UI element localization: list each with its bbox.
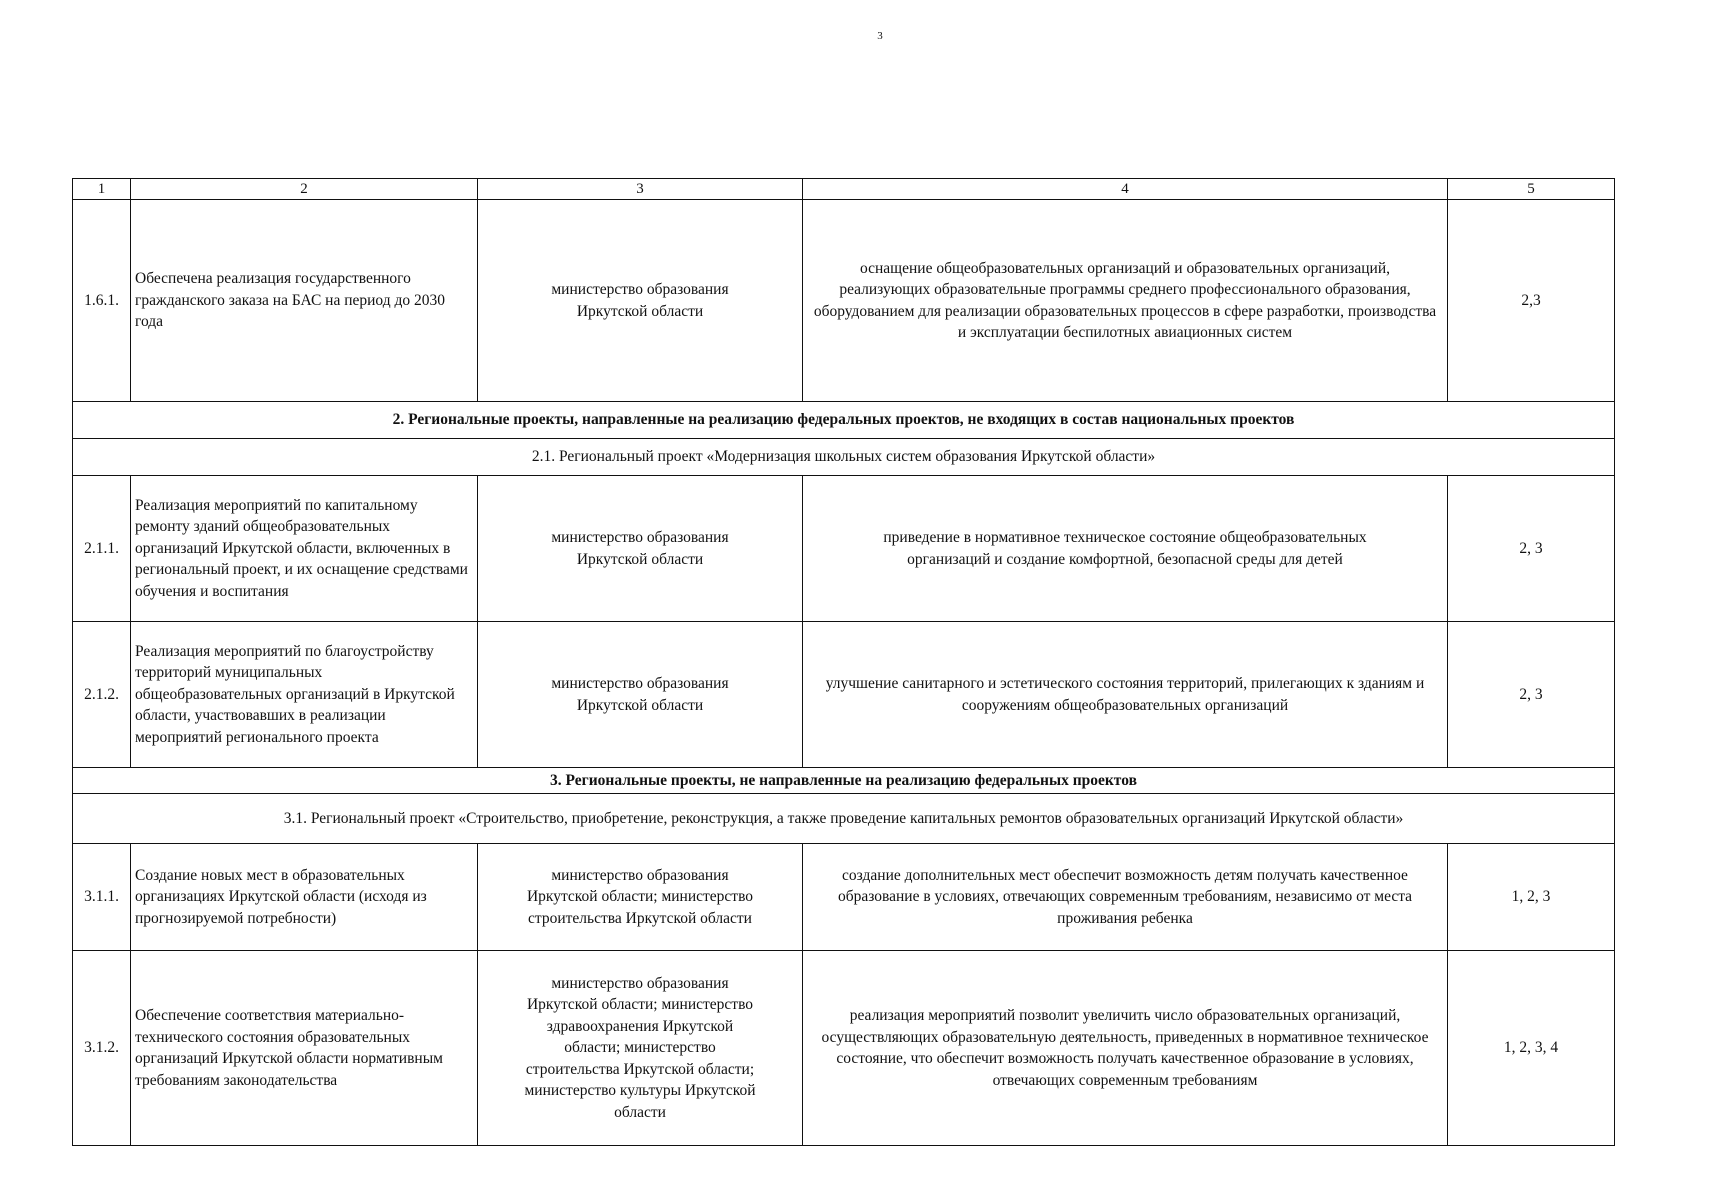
column-header: 1 (73, 179, 131, 200)
table-header-row (73, 179, 1615, 200)
page-number: 3 (877, 30, 883, 42)
row-result: Обеспечена реализация государственного гражданского заказа на БАС на период до 2030 года (131, 200, 478, 402)
table-row (73, 844, 1615, 951)
row-links: 2,3 (1448, 200, 1615, 402)
subsection-heading: 2.1. Региональный проект «Модернизация школьных систем образования Иркутской области» (73, 439, 1615, 476)
row-number: 3.1.1. (73, 844, 131, 951)
row-effect: оснащение общеобразовательных организаций и образовательных организаций, реализующих образовательные программы среднего профессионального образования, оборудованием для реализации образовательных процессов в сфере разработки, производства и эксплуатации беспилотных авиационных систем (803, 200, 1448, 402)
section-heading: 3. Региональные проекты, не направленные на реализацию федеральных проектов (73, 768, 1615, 794)
row-responsible: министерство образования Иркутской области (478, 476, 803, 622)
row-links: 2, 3 (1448, 622, 1615, 768)
section-row (73, 402, 1615, 439)
row-result: Реализация мероприятий по капитальному ремонту зданий общеобразовательных организаций Иркутской области, включенных в региональный проект, и их оснащение средствами обучения и воспитания (131, 476, 478, 622)
column-header: 4 (803, 179, 1448, 200)
row-links: 1, 2, 3, 4 (1448, 951, 1615, 1146)
row-responsible: министерство образования Иркутской области (478, 200, 803, 402)
row-effect: улучшение санитарного и эстетического состояния территорий, прилегающих к зданиям и сооружениям общеобразовательных организаций (803, 622, 1448, 768)
row-number: 3.1.2. (73, 951, 131, 1146)
row-number: 2.1.2. (73, 622, 131, 768)
column-header: 3 (478, 179, 803, 200)
row-effect: создание дополнительных мест обеспечит возможность детям получать качественное образование в условиях, отвечающих современным требованиям, независимо от места проживания ребенка (803, 844, 1448, 951)
row-number: 1.6.1. (73, 200, 131, 402)
row-effect: реализация мероприятий позволит увеличить число образовательных организаций, осуществляющих образовательную деятельность, приведенных в нормативное техническое состояние, что обеспечит возможность получать качественное образование в условиях, отвечающих современным требованиям (803, 951, 1448, 1146)
table-row (73, 951, 1615, 1146)
subsection-row (73, 794, 1615, 844)
row-result: Создание новых мест в образовательных организациях Иркутской области (исходя из прогнозируемой потребности) (131, 844, 478, 951)
table-row (73, 476, 1615, 622)
table-row (73, 200, 1615, 402)
row-links: 1, 2, 3 (1448, 844, 1615, 951)
row-responsible: министерство образования Иркутской области (478, 622, 803, 768)
row-links: 2, 3 (1448, 476, 1615, 622)
table-row (73, 622, 1615, 768)
subsection-heading: 3.1. Региональный проект «Строительство, приобретение, реконструкция, а также проведение капитальных ремонтов образовательных организаций Иркутской области» (73, 794, 1615, 844)
row-result: Реализация мероприятий по благоустройству территорий муниципальных общеобразовательных организаций в Иркутской области, участвовавших в реализации мероприятий регионального проекта (131, 622, 478, 768)
row-effect: приведение в нормативное техническое состояние общеобразовательных организаций и создание комфортной, безопасной среды для детей (803, 476, 1448, 622)
row-number: 2.1.1. (73, 476, 131, 622)
row-responsible: министерство образования Иркутской области; министерство здравоохранения Иркутской области; министерство строительства Иркутской области; министерство культуры Иркутской области (478, 951, 803, 1146)
row-responsible: министерство образования Иркутской области; министерство строительства Иркутской области (478, 844, 803, 951)
section-heading: 2. Региональные проекты, направленные на реализацию федеральных проектов, не входящих в состав национальных проектов (73, 402, 1615, 439)
column-header: 5 (1448, 179, 1615, 200)
subsection-row (73, 439, 1615, 476)
section-row (73, 768, 1615, 794)
row-result: Обеспечение соответствия материально-технического состояния образовательных организаций Иркутской области нормативным требованиям законодательства (131, 951, 478, 1146)
projects-table (72, 178, 1615, 1146)
column-header: 2 (131, 179, 478, 200)
